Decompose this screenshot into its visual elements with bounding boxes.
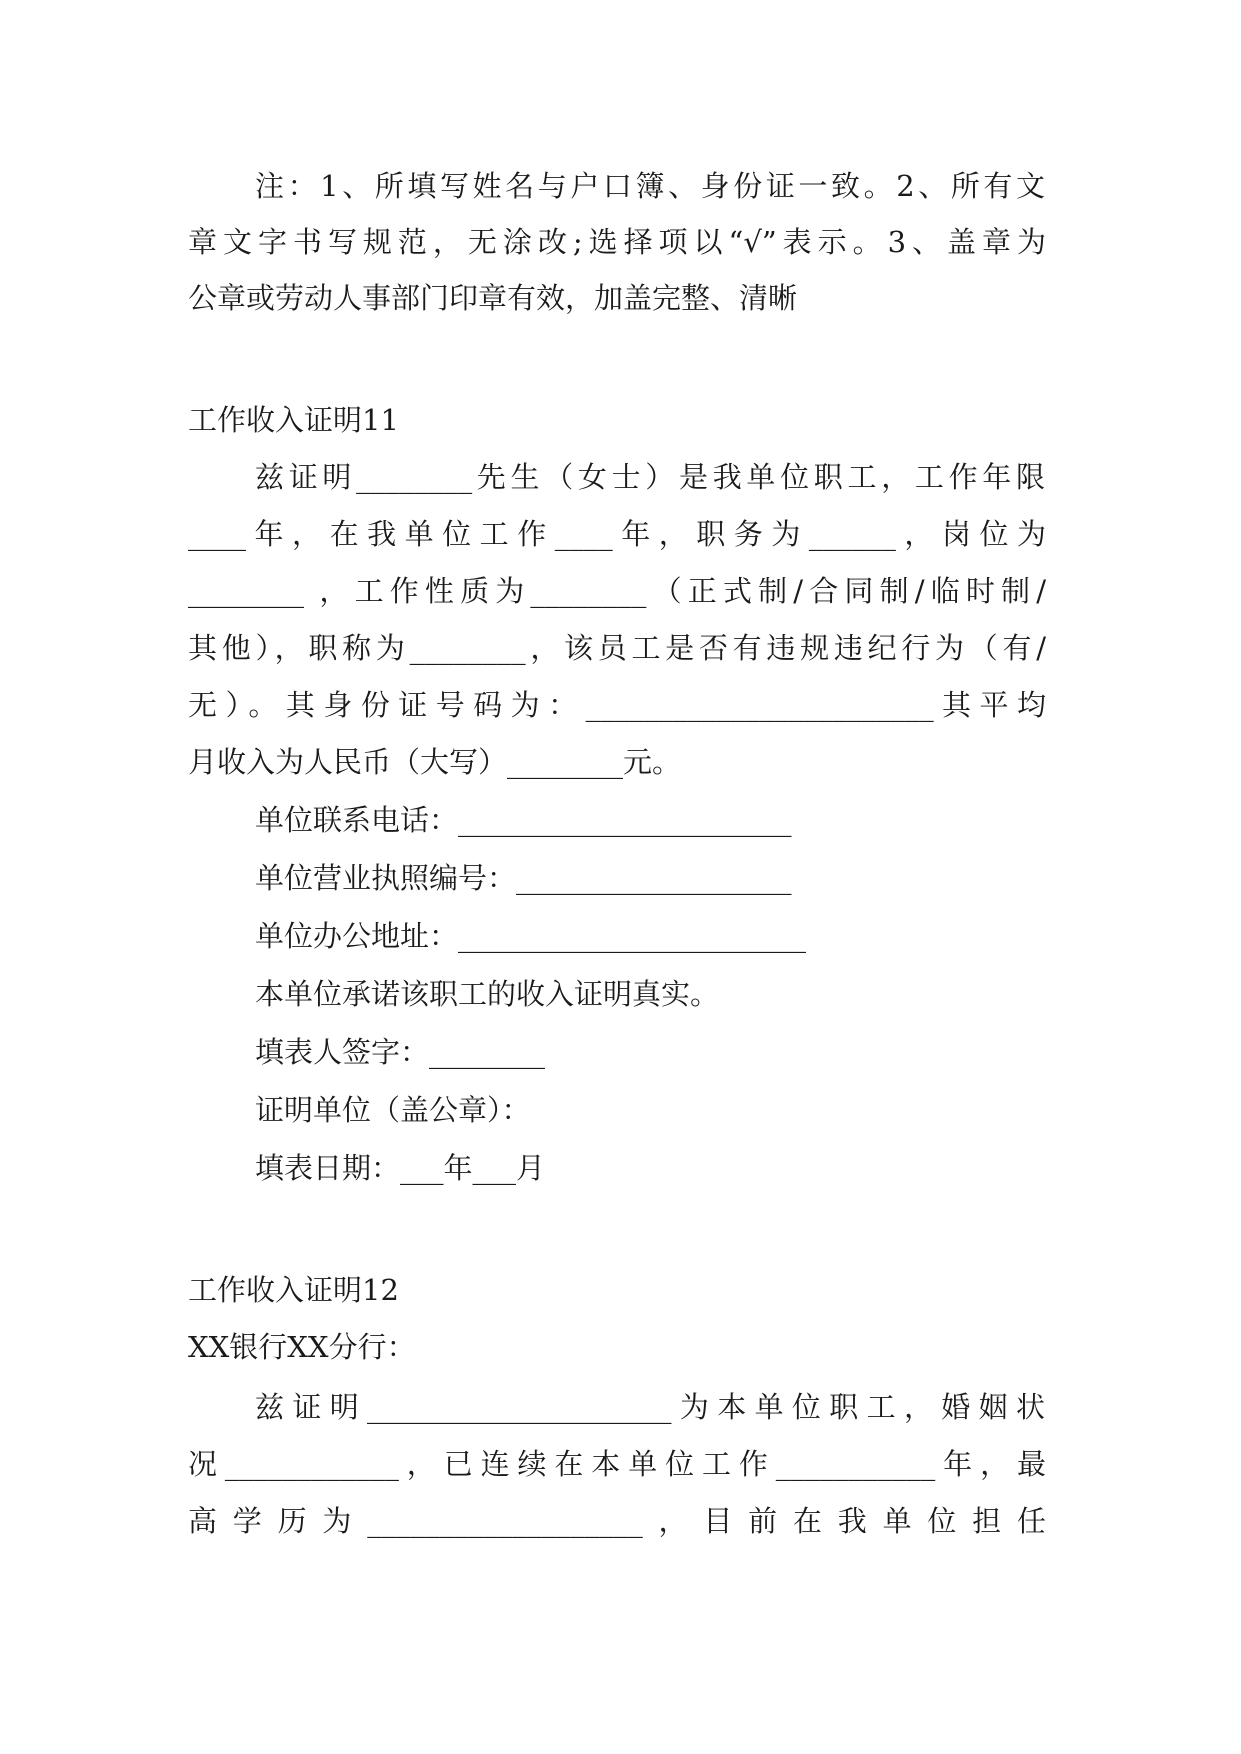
cert11-body-line-5: 无）。其身份证号码为：________________________其平均 [188,688,1046,722]
cert12-body-line-1: 兹证明_____________________为本单位职工，婚姻状 [255,1390,1045,1424]
business-license-field: 单位营业执照编号：___________________ [255,861,792,895]
cert11-title: 工作收入证明11 [188,403,399,437]
cert12-body-line-3: 高学历为___________________，目前在我单位担任 [188,1504,1046,1538]
cert11-body-line-4: 其他），职称为________，该员工是否有违规违纪行为（有/ [188,631,1046,665]
signer-field: 填表人签字：________ [255,1035,546,1069]
fill-date-field: 填表日期：___年___月 [255,1151,546,1185]
cert11-body-line-6: 月收入为人民币（大写）________元。 [188,745,682,779]
cert12-addressee: XX银行XX分行： [188,1330,416,1364]
office-address-field: 单位办公地址：________________________ [255,919,807,953]
cert12-body-line-2: 况____________，已连续在本单位工作___________年，最 [188,1447,1046,1481]
cert11-body-line-3: ________ ，工作性质为________（正式制/合同制/临时制/ [188,574,1046,608]
cert12-title: 工作收入证明12 [188,1273,399,1307]
income-promise-statement: 本单位承诺该职工的收入证明真实。 [255,977,720,1011]
note-line-3: 公章或劳动人事部门印章有效，加盖完整、清晰 [188,281,798,315]
note-line-1: 注：1、所填写姓名与户口簿、身份证一致。2、所有文 [255,169,1045,203]
note-line-2: 章文字书写规范，无涂改;选择项以“√”表示。3、盖章为 [188,225,1046,259]
cert11-body-line-2: ____年，在我单位工作____年，职务为______，岗位为 [188,517,1046,551]
company-phone-field: 单位联系电话：_______________________ [255,803,792,837]
cert11-body-line-1: 兹证明________先生（女士）是我单位职工，工作年限 [255,460,1045,494]
company-stamp-field: 证明单位（盖公章）： [255,1093,531,1127]
